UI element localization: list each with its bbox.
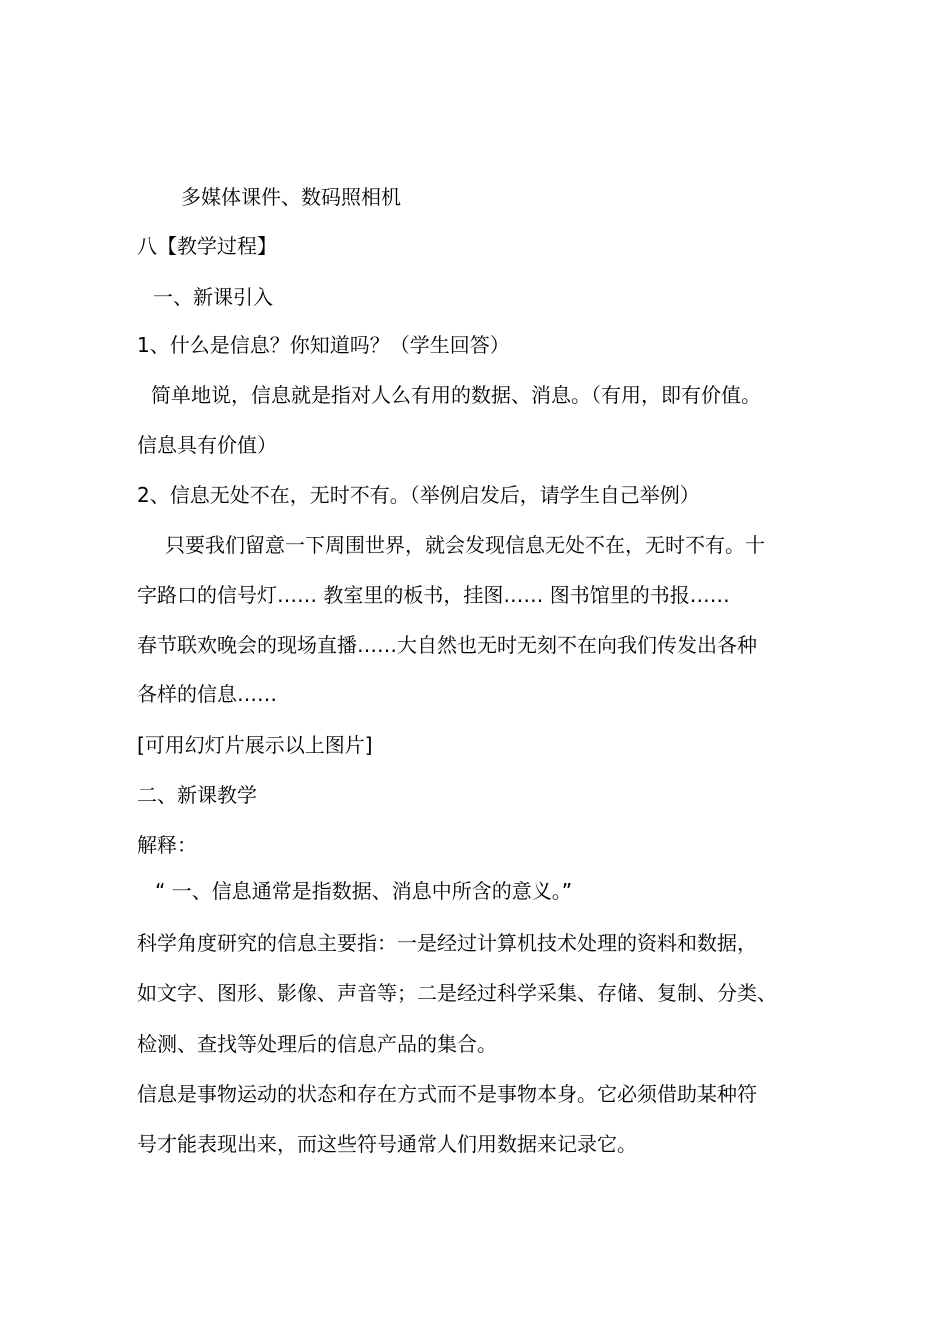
paragraph-line: 只要我们留意一下周围世界，就会发现信息无处不在，无时不有。十	[165, 533, 765, 557]
paragraph-line: 各样的信息……	[137, 682, 277, 706]
paragraph-line: 检测、查找等处理后的信息产品的集合。	[137, 1032, 497, 1056]
quote-line: “ 一、信息通常是指数据、消息中所含的意义。”	[155, 879, 573, 903]
paragraph-line: 信息具有价值）	[137, 433, 277, 457]
paragraph-line: 如文字、图形、影像、声音等；二是经过科学采集、存储、复制、分类、	[137, 981, 777, 1005]
question-line-1: 1、什么是信息？你知道吗？（学生回答）	[137, 333, 510, 357]
materials-line: 多媒体课件、数码照相机	[181, 185, 401, 209]
paragraph-line: 号才能表现出来，而这些符号通常人们用数据来记录它。	[137, 1132, 637, 1156]
paragraph-line: 信息是事物运动的状态和存在方式而不是事物本身。它必须借助某种符	[137, 1082, 757, 1106]
paragraph-line: 科学角度研究的信息主要指：一是经过计算机技术处理的资料和数据，	[137, 931, 757, 955]
subheading-new-lesson: 二、新课教学	[137, 783, 257, 807]
subheading-introduction: 一、新课引入	[153, 285, 273, 309]
explanation-label: 解释：	[137, 833, 197, 857]
question-line-2: 2、信息无处不在，无时不有。（举例启发后，请学生自己举例）	[137, 483, 700, 507]
note-line: [可用幻灯片展示以上图片]	[137, 733, 373, 757]
paragraph-line: 字路口的信号灯…… 教室里的板书，挂图…… 图书馆里的书报……	[137, 583, 730, 607]
paragraph-line: 春节联欢晚会的现场直播……大自然也无时无刻不在向我们传发出各种	[137, 633, 757, 657]
paragraph-line: 简单地说，信息就是指对人么有用的数据、消息。（有用，即有价值。	[151, 383, 761, 407]
section-heading-teaching-process: 八【教学过程】	[137, 234, 277, 258]
